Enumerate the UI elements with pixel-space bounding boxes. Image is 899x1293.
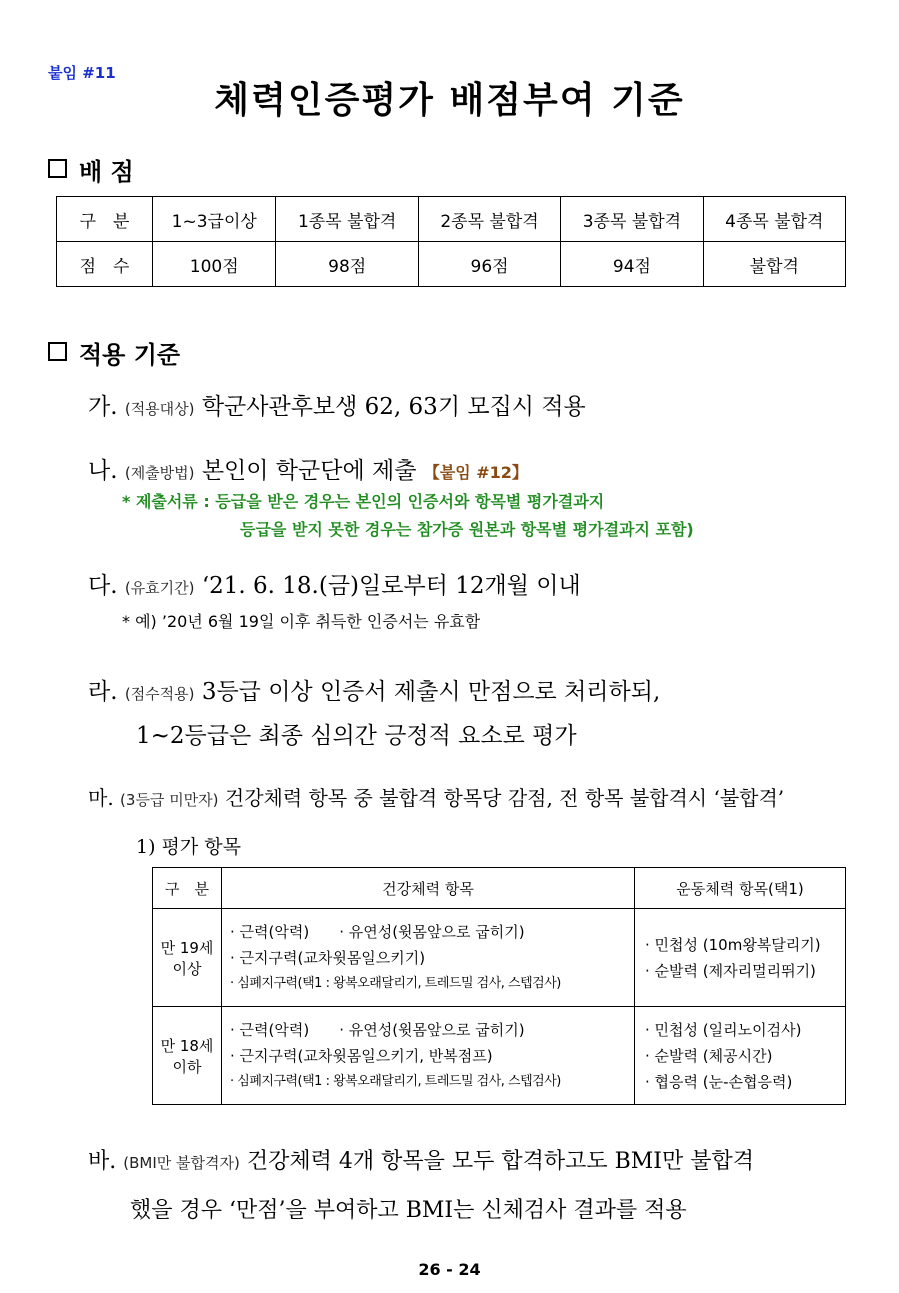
table-cell: [635, 909, 846, 1007]
list-item: · 민첩성 (10m왕복달리기): [645, 935, 821, 954]
item-ra: 라. (점수적용) 3등급 이상 인증서 제출시 만점으로 처리하되,: [88, 679, 661, 705]
list-item: · 근지구력(교차윗몸일으키기): [230, 948, 426, 967]
score-table: [56, 196, 846, 287]
section-heading-criteria: 적용 기준: [48, 335, 180, 370]
table-cell: [222, 909, 635, 1007]
item-ba: 바. (BMI만 불합격자) 건강체력 4개 항목을 모두 합격하고도 BMI만 불합격: [88, 1149, 754, 1174]
table-cell: 4종목 불합격: [703, 197, 845, 242]
table-cell: [222, 1007, 635, 1105]
table-cell: 96점: [418, 242, 560, 287]
item-ga: 가. (적용대상) 학군사관후보생 62, 63기 모집시 적용: [88, 394, 586, 420]
list-item: · 근력(악력) · 유연성(윗몸앞으로 굽히기): [230, 1020, 525, 1039]
na-note-line1: * 제출서류 : 등급을 받은 경우는 본인의 인증서와 항목별 평가결과지: [122, 492, 605, 511]
list-item: · 심폐지구력(택1 : 왕복오래달리기, 트레드밀 검사, 스텝검사): [230, 975, 561, 991]
table-cell: [635, 1007, 846, 1105]
item-da: 다. (유효기간) ‘21. 6. 18.(금)일로부터 12개월 이내: [88, 573, 581, 599]
section-heading-scores: 배 점: [48, 152, 134, 187]
item-na: 나. (제출방법) 본인이 학군단에 제출 【붙임 #12】: [88, 458, 528, 484]
table-cell: 구 분: [153, 868, 222, 909]
table-cell: 2종목 불합격: [418, 197, 560, 242]
list-item: · 협응력 (눈-손협응력): [645, 1072, 793, 1091]
table-cell: 만 18세 이하: [153, 1007, 222, 1105]
table-cell: 3종목 불합격: [561, 197, 703, 242]
na-note-line2: 등급을 받지 못한 경우는 참가증 원본과 항목별 평가결과지 포함): [240, 520, 694, 539]
attachment-label: 붙임 #11: [48, 64, 116, 82]
eval-table: [152, 867, 846, 1105]
score-table-header-row: [57, 197, 846, 242]
list-item: · 순발력 (제자리멀리뛰기): [645, 961, 816, 980]
item-ma: 마. (3등급 미만자) 건강체력 항목 중 불합격 항목당 감점, 전 항목 불합격시 ‘불합격’: [88, 786, 785, 810]
checkbox-square-icon: [48, 159, 67, 178]
table-cell: 만 19세 이상: [153, 909, 222, 1007]
list-item: · 민첩성 (일리노이검사): [645, 1020, 802, 1039]
ma-subheading: 1) 평가 항목: [136, 836, 241, 858]
page-number: 26 - 24: [418, 1260, 481, 1279]
table-cell: 건강체력 항목: [222, 868, 635, 909]
score-table-value-row: [57, 242, 846, 287]
attachment-reference: 【붙임 #12】: [423, 463, 528, 482]
table-row: [153, 909, 846, 1007]
table-cell: 구 분: [57, 197, 153, 242]
table-cell: 점 수: [57, 242, 153, 287]
table-cell: 운동체력 항목(택1): [635, 868, 846, 909]
page-title: 체력인증평가 배점부여 기준: [214, 80, 685, 121]
da-note: * 예) ’20년 6월 19일 이후 취득한 인증서는 유효함: [122, 612, 481, 631]
table-row: [153, 1007, 846, 1105]
table-cell: 1종목 불합격: [276, 197, 418, 242]
item-ba-line2: 했을 경우 ‘만점’을 부여하고 BMI는 신체검사 결과를 적용: [130, 1198, 687, 1223]
table-cell: 1~3급이상: [153, 197, 276, 242]
list-item: · 순발력 (체공시간): [645, 1046, 773, 1065]
list-item: · 근지구력(교차윗몸일으키기, 반복점프): [230, 1046, 493, 1065]
table-cell: 불합격: [703, 242, 845, 287]
list-item: · 심폐지구력(택1 : 왕복오래달리기, 트레드밀 검사, 스텝검사): [230, 1073, 561, 1089]
table-cell: 98점: [276, 242, 418, 287]
list-item: · 근력(악력) · 유연성(윗몸앞으로 굽히기): [230, 922, 525, 941]
table-cell: 100점: [153, 242, 276, 287]
eval-table-header-row: [153, 868, 846, 909]
table-cell: 94점: [561, 242, 703, 287]
checkbox-square-icon: [48, 342, 67, 361]
item-ra-line2: 1~2등급은 최종 심의간 긍정적 요소로 평가: [136, 723, 577, 749]
